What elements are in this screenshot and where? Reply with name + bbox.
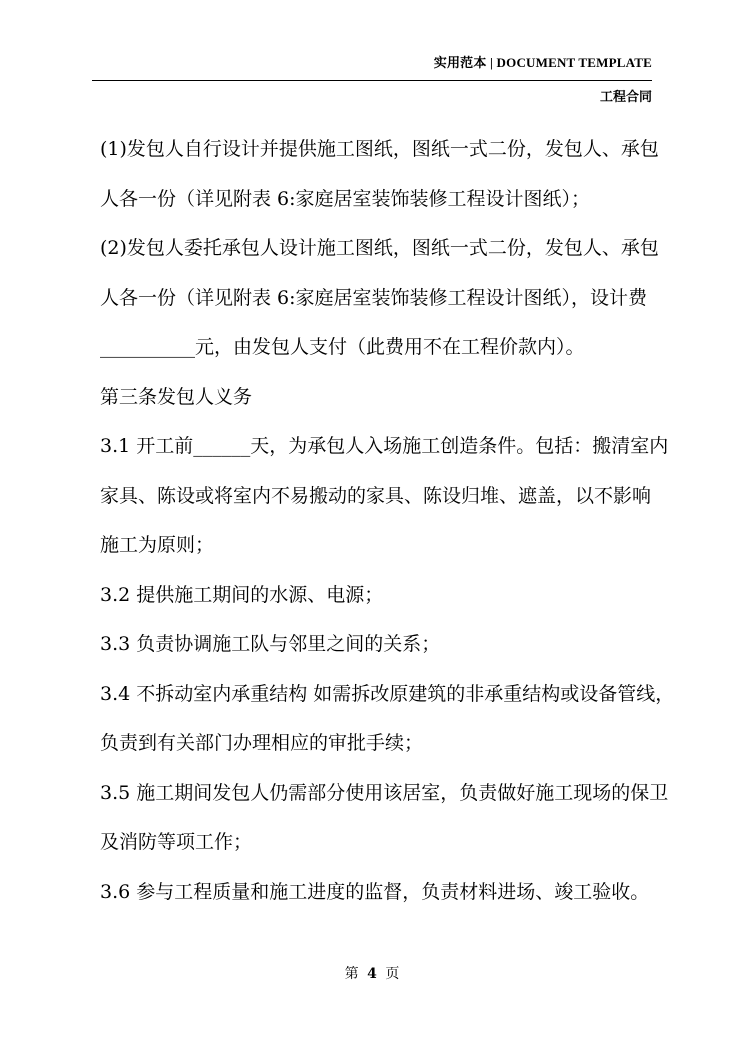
- section-heading: 第三条发包人义务: [100, 385, 253, 408]
- body-line: __________元，由发包人支付（此费用不在工程价款内）。: [100, 336, 585, 358]
- body-line: 人各一份（详见附表 6:家庭居室装饰装修工程设计图纸）；: [100, 187, 591, 210]
- body-line: (1)发包人自行设计并提供施工图纸，图纸一式二份，发包人、承包: [100, 138, 659, 160]
- header-subtitle: 工程合同: [599, 90, 652, 105]
- body-line: 3.5 施工期间发包人仍需部分使用该居室，负责做好施工现场的保卫: [100, 781, 669, 804]
- body-line: 3.1 开工前______天，为承包人入场施工创造条件。包括：搬清室内: [100, 435, 669, 457]
- page-footer: [0, 963, 744, 983]
- header-brand: 实用范本 | DOCUMENT TEMPLATE: [433, 55, 652, 70]
- body-line: 家具、陈设或将室内不易搬动的家具、陈设归堆、遮盖，以不影响: [100, 484, 652, 507]
- body-line: 及消防等项工作；: [100, 831, 253, 853]
- body-line: 3.2 提供施工期间的水源、电源；: [100, 583, 384, 606]
- body-line: 3.4 不拆动室内承重结构 如需拆改原建筑的非承重结构或设备管线，: [100, 682, 675, 705]
- body-line: 负责到有关部门办理相应的审批手续；: [100, 732, 424, 754]
- body-line: (2)发包人委托承包人设计施工图纸，图纸一式二份，发包人、承包: [100, 237, 659, 259]
- body-line: 人各一份（详见附表 6:家庭居室装饰装修工程设计图纸），设计费: [100, 286, 648, 309]
- document-body: [100, 136, 675, 905]
- header-divider: [92, 80, 652, 81]
- body-line: 3.3 负责协调施工队与邻里之间的关系；: [100, 633, 441, 655]
- footer-suffix: 页: [385, 966, 400, 982]
- body-line: 施工为原则；: [100, 534, 215, 556]
- page-number: 4: [367, 966, 377, 982]
- footer-prefix: 第: [344, 966, 359, 982]
- body-line: 3.6 参与工程质量和施工进度的监督，负责材料进场、竣工验收。: [100, 880, 650, 903]
